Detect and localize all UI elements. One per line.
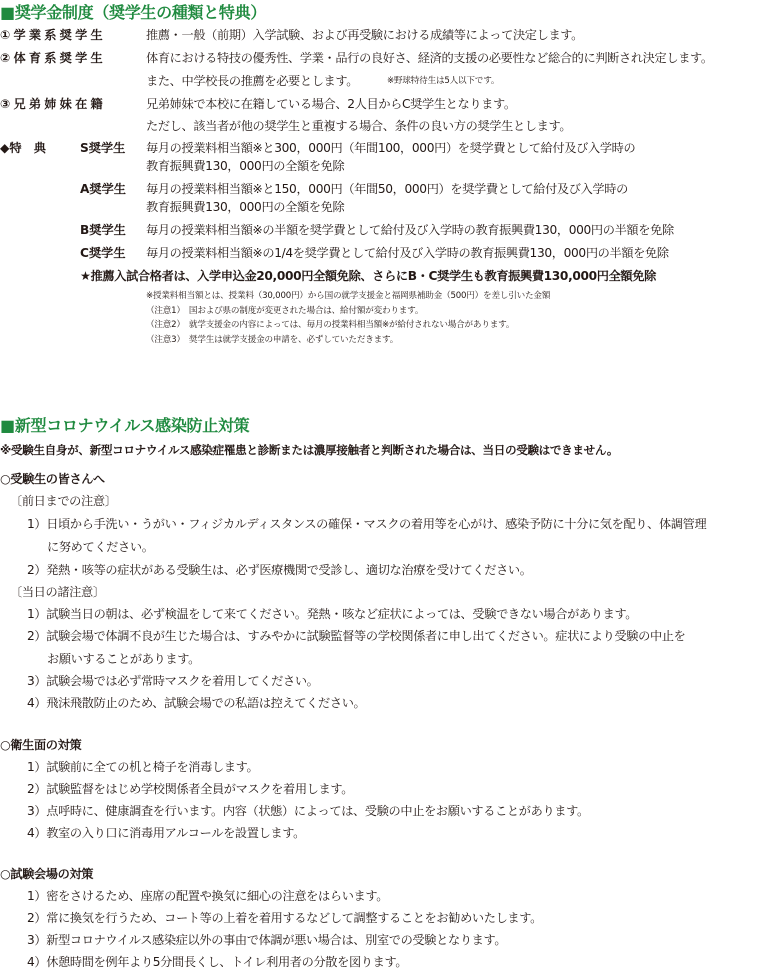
fine-note-1: ※授業料相当額とは、授業料（30,000円）から国の就学支援金と福岡県補助金（500円）を差し引いた金額 (146, 291, 551, 301)
venue-item-3: 3）新型コロナウイルス感染症以外の事由で体調が悪い場合は、別室での受験となります。 (27, 933, 507, 947)
academic-label: ①学業系奨学生 (0, 28, 106, 42)
day-item-4: 4）飛沫飛散防止のため、試験会場での私語は控えてください。 (27, 696, 366, 710)
b-scholar-desc: 毎月の授業料相当額※の半額を奨学費として給付及び入学時の教育振興費130，000円の半額を免除 (146, 223, 674, 237)
before-title: 〔前日までの注意〕 (10, 494, 117, 508)
sibling-label: ③兄弟姉妹在籍 (0, 97, 106, 111)
before-item-2: 2）発熱・咳等の症状がある受験生は、必ず医療機関で受診し、適切な治療を受けてください。 (27, 563, 532, 577)
a-scholar-desc-1: 毎月の授業料相当額※と150，000円（年間50，000円）を奨学費として給付及び入学時の (146, 182, 628, 196)
sibling-desc-1: 兄弟姉妹で本校に在籍している場合、2人目からC奨学生となります。 (146, 97, 516, 111)
a-scholar-desc-2: 教育振興費130，000円の全額を免除 (146, 200, 345, 214)
b-scholar-name: B奨学生 (80, 223, 126, 237)
hygiene-item-2: 2）試験監督をはじめ学校関係者全員がマスクを着用します。 (27, 782, 354, 796)
s-scholar-name: S奨学生 (80, 141, 126, 155)
scholarship-heading: ■奨学金制度（奨学生の種類と特典） (0, 3, 267, 22)
hygiene-item-3: 3）点呼時に、健康調査を行います。内容（状態）によっては、受験の中止をお願いすることがあります。 (27, 804, 589, 818)
venue-item-2: 2）常に換気を行うため、コート等の上着を着用するなどして調整することをお勧めいたします。 (27, 911, 542, 925)
a-scholar-name: A奨学生 (80, 182, 126, 196)
academic-desc: 推薦・一般（前期）入学試験、および再受験における成績等によって決定します。 (146, 28, 584, 42)
venue-item-4: 4）休憩時間を例年より5分間長くし、トイレ利用者の分散を図ります。 (27, 955, 408, 969)
fine-note-4: （注意3） 奨学生は就学支援金の申請を、必ずしていただきます。 (146, 335, 399, 345)
s-scholar-desc-1: 毎月の授業料相当額※と300，000円（年間100，000円）を奨学費として給付及び入学時の (146, 141, 636, 155)
baseball-note: ※野球特待生は5人以下です。 (387, 76, 500, 86)
c-scholar-desc: 毎月の授業料相当額※の1/4を奨学費として給付及び入学時の教育振興費130，000円の半額を免除 (146, 246, 669, 260)
fine-note-3: （注意2） 就学支援金の内容によっては、毎月の授業料相当額※が給付されない場合があります。 (146, 320, 515, 330)
covid-warning: ※受験生自身が、新型コロナウイルス感染症罹患と診断または濃厚接触者と判断された場合は、当日の受験はできません。 (0, 443, 619, 457)
c-scholar-name: C奨学生 (80, 246, 126, 260)
hygiene-item-1: 1）試験前に全ての机と椅子を消毒します。 (27, 760, 259, 774)
s-scholar-desc-2: 教育振興費130，000円の全額を免除 (146, 159, 345, 173)
examinees-title: ○受験生の皆さんへ (0, 472, 105, 486)
day-title: 〔当日の諸注意〕 (10, 585, 105, 599)
sibling-desc-2: ただし、該当者が他の奨学生と重複する場合、条件の良い方の奨学生とします。 (146, 119, 572, 133)
fine-note-2: （注意1） 国および県の制度が変更された場合は、給付額が変わります。 (146, 306, 424, 316)
hygiene-title: ○衛生面の対策 (0, 738, 82, 752)
before-item-1b: に努めてください。 (47, 540, 154, 554)
tokuten-label: ◆特 典 (0, 141, 46, 155)
day-item-2b: お願いすることがあります。 (47, 652, 200, 666)
day-item-3: 3）試験会場では必ず常時マスクを着用してください。 (27, 674, 319, 688)
venue-item-1: 1）密をさけるため、座席の配置や換気に細心の注意をはらいます。 (27, 889, 389, 903)
venue-title: ○試験会場の対策 (0, 867, 94, 881)
sports-desc-1: 体育における特技の優秀性、学業・品行の良好さ、経済的支援の必要性など総合的に判断され決定します。 (146, 51, 713, 65)
sports-label: ②体育系奨学生 (0, 51, 106, 65)
day-item-2a: 2）試験会場で体調不良が生じた場合は、すみやかに試験監督等の学校関係者に申し出てください。症状により受験の中止を (27, 629, 686, 643)
before-item-1a: 1）日頃から手洗い・うがい・フィジカルディスタンスの確保・マスクの着用等を心がけ、感染予防に十分に気を配り、体調管理 (27, 517, 707, 531)
day-item-1: 1）試験当日の朝は、必ず検温をして来てください。発熱・咳など症状によっては、受験できない場合があります。 (27, 607, 638, 621)
hygiene-item-4: 4）教室の入り口に消毒用アルコールを設置します。 (27, 826, 305, 840)
star-note: ★推薦入試合格者は、入学申込金20,000円全額免除、さらにB・C奨学生も教育振興費130,000円全額免除 (80, 269, 656, 283)
covid-heading: ■新型コロナウイルス感染防止対策 (0, 416, 250, 435)
sports-desc-2: また、中学校長の推薦を必要とします。 (146, 74, 359, 88)
